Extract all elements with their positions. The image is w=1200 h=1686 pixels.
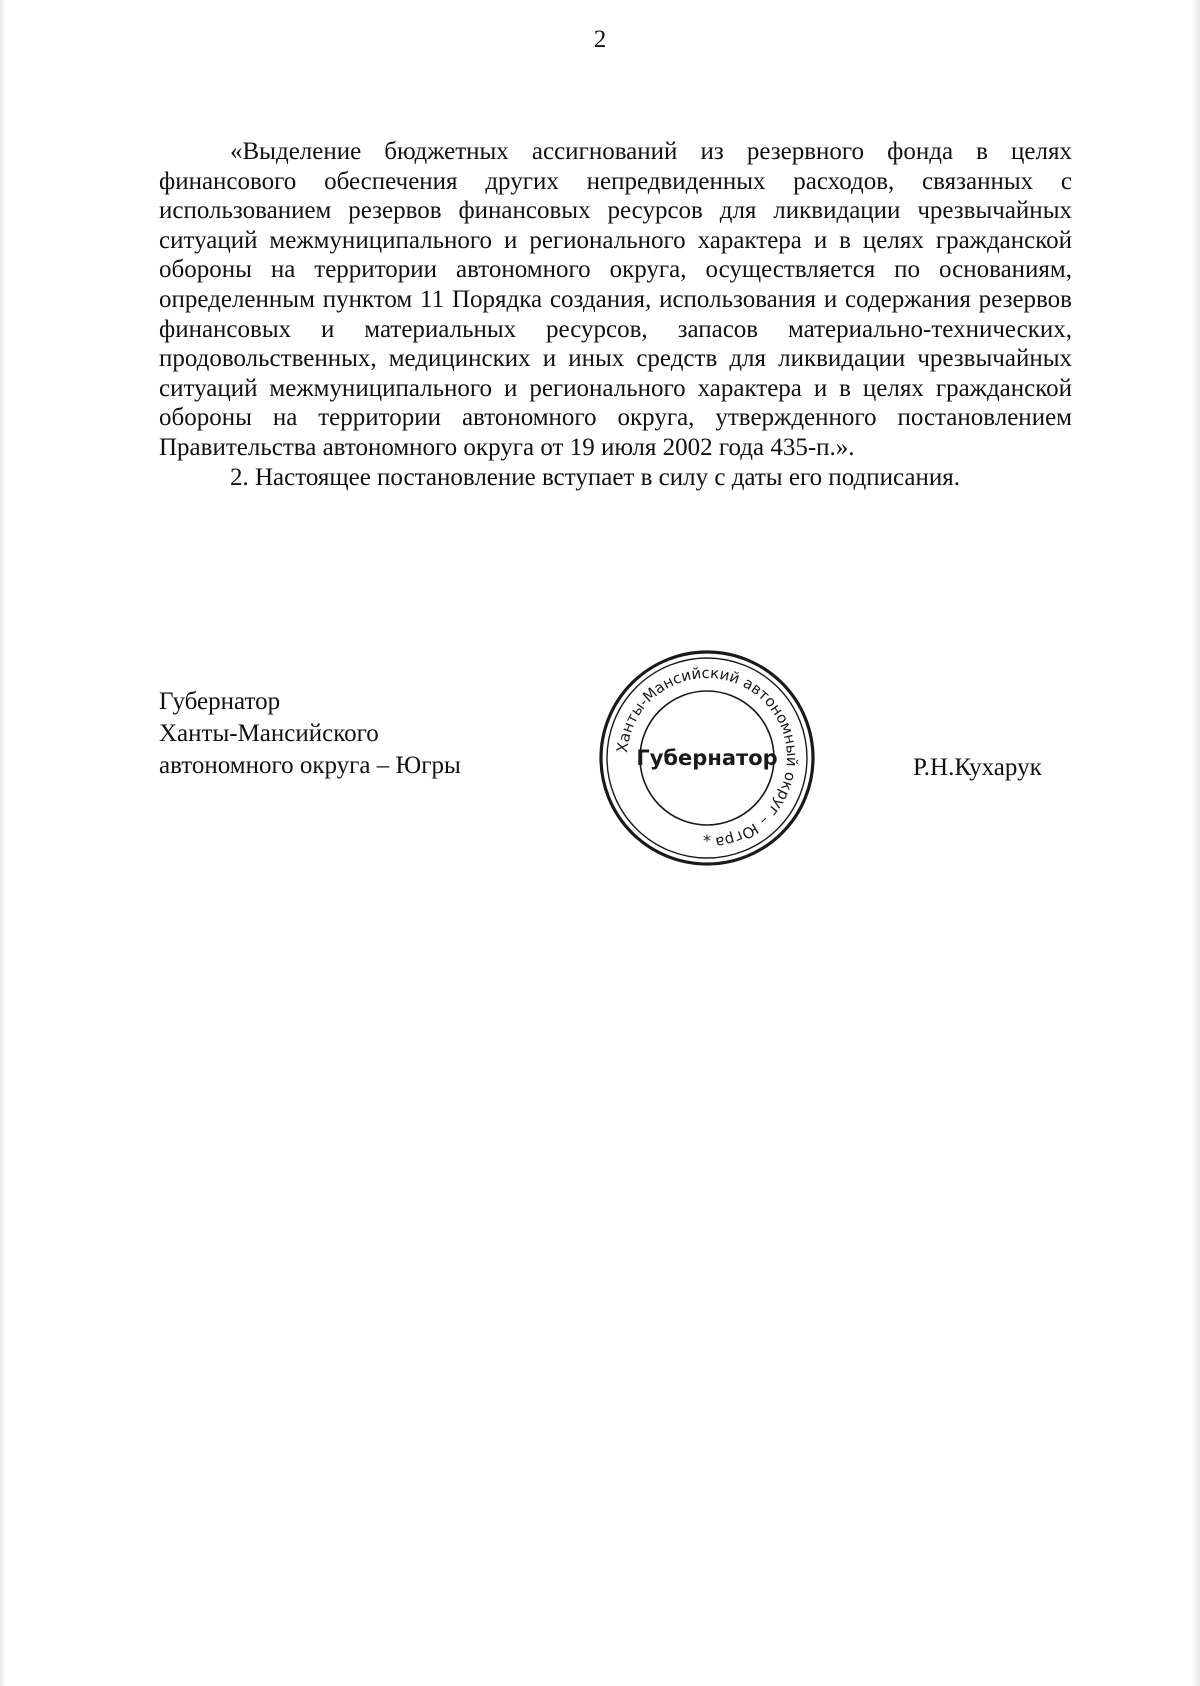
scan-edge-left (0, 0, 6, 1686)
page-number: 2 (593, 26, 607, 53)
signer-name: Р.Н.Кухарук (913, 754, 1042, 781)
position-line-1: Губернатор (159, 688, 281, 715)
document-body (159, 137, 1072, 492)
paragraph-1: «Выделение бюджетных ассигнований из резервного фонда в целях финансового обеспечения других непредвиденных расходов, связанных с использованием резервов финансовых ресурсов для ликвидации чрезвычайных ситуаций межмуниципального и регионального характера и в целях гражданской обороны на территории автономного округа, осуществляется по основаниям, определенным пунктом 11 Порядка создания, использования и содержания резервов финансовых и материальных ресурсов, запасов материально-технических, продовольственных, медицинских и иных средств для ликвидации чрезвычайных ситуаций межмуниципального и регионального характера и в целях гражданской обороны на территории автономного округа, утвержденного постановлением Правительства автономного округа от 19 июля 2002 года 435-п.». (159, 138, 1072, 461)
scan-edge-right (1192, 0, 1200, 1686)
seal-center-text: Губернатор (636, 746, 778, 770)
position-line-2: Ханты-Мансийского (159, 720, 379, 747)
seal-ring-text: Ханты-Мансийский автономный округ – Югра (613, 663, 802, 852)
position-line-3: автономного округа – Югры (159, 752, 461, 779)
signature-position (159, 686, 461, 782)
official-seal (596, 647, 818, 869)
seal-star: * (703, 831, 711, 850)
paragraph-2: 2. Настоящее постановление вступает в силу с даты его подписания. (230, 463, 960, 491)
